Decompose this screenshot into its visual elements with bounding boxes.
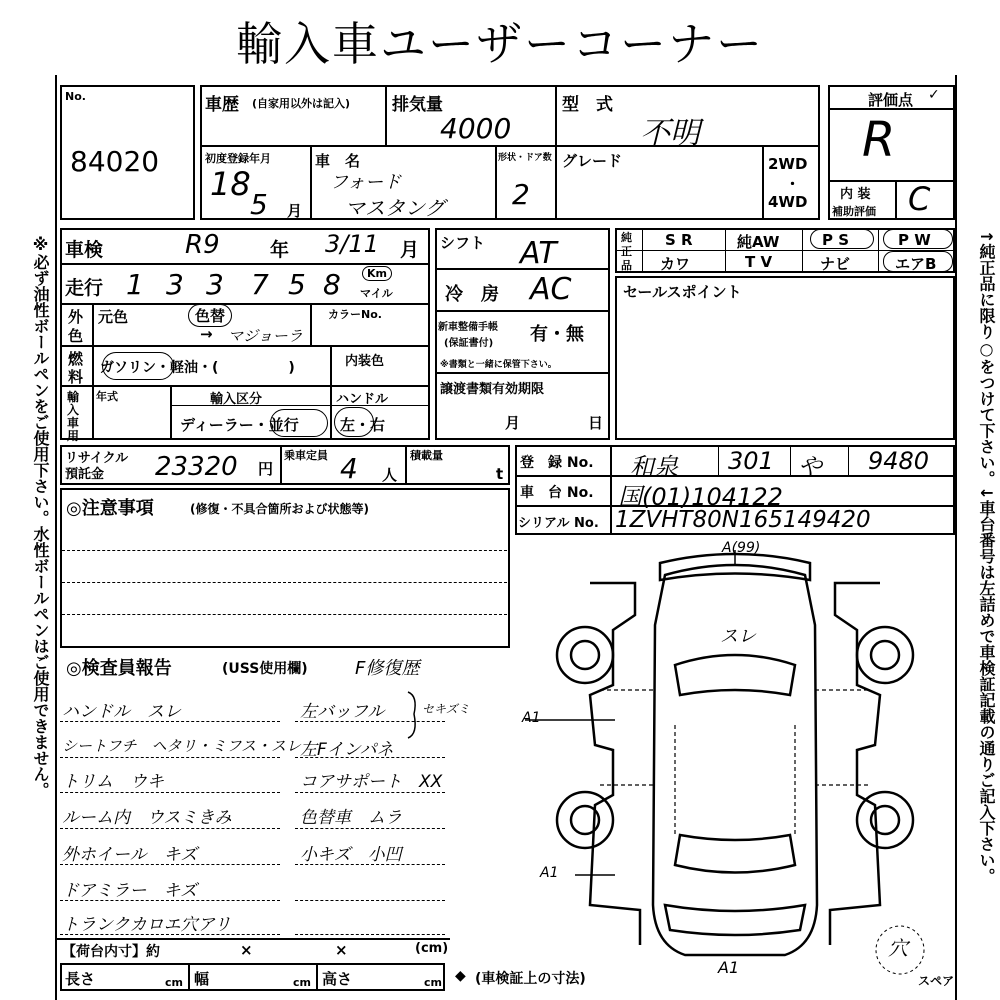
mileage-digit: 8: [323, 268, 341, 301]
report-label: ◎検査員報告: [66, 658, 172, 679]
mileage-unit-km: Km: [362, 266, 392, 281]
shaken-date: 3/11: [325, 230, 379, 258]
displacement-label: 排気量: [392, 95, 443, 115]
transfer-month: 月: [505, 414, 521, 432]
diagram-bottom-note: A1: [718, 958, 740, 977]
pure-label2: 正: [621, 245, 632, 258]
car-diagram: [515, 545, 955, 995]
import-year-label: 年式: [96, 390, 118, 403]
first-reg-year: 18: [210, 165, 251, 203]
cargo-shaken-note: (車検証上の寸法): [475, 971, 586, 987]
load-label: 積載量: [410, 449, 443, 462]
report-sub: (USS使用欄): [222, 661, 308, 677]
option-pw: P W: [898, 231, 931, 249]
doors-value: 2: [512, 178, 530, 211]
cargo-dimensions-row: [60, 963, 445, 991]
fuel-label2: 料: [68, 368, 84, 386]
mileage-digit: 5: [288, 268, 306, 301]
interior-score-label1: 内 装: [840, 187, 871, 202]
transfer-label: 譲渡書類有効期限: [440, 382, 545, 397]
shift-label: シフト: [440, 234, 486, 252]
drive-dot: ・: [785, 175, 801, 193]
fuel-circle: [102, 352, 174, 380]
report-right-item: 左Fインパネ: [300, 740, 394, 760]
pure-label1: 純: [621, 231, 632, 244]
frame-right: [955, 75, 957, 1000]
option-navi: ナビ: [820, 255, 851, 273]
diagram-center-note: スレ: [720, 626, 756, 647]
handle-value: 左・右: [340, 416, 386, 434]
fuel-value: ガソリン・軽油・( ): [100, 360, 295, 376]
capacity-unit: 人: [382, 466, 398, 484]
option-airbag: エアB: [895, 255, 937, 273]
score-value: R: [862, 112, 896, 168]
registration-v2: 301: [728, 447, 774, 475]
recycle-unit: 円: [258, 460, 274, 478]
capacity-label: 乗車定員: [284, 449, 328, 462]
shaken-year-unit: 年: [270, 239, 290, 261]
serial-value: 1ZVHT80N165149420: [615, 507, 871, 533]
cargo-label: 【荷台内寸】約: [62, 944, 160, 960]
no-label: No.: [65, 90, 86, 103]
transfer-day: 日: [588, 414, 604, 432]
maint-book-label1: 新車整備手帳: [438, 322, 498, 333]
shift-value: AT: [520, 236, 557, 271]
aircon-value: AC: [530, 272, 572, 307]
car-name-label: 車 名: [315, 152, 361, 170]
interior-color-label: 内装色: [345, 354, 385, 369]
no-box: [60, 85, 195, 220]
first-reg-month: 5: [250, 188, 268, 221]
import-label4: 用: [67, 429, 80, 443]
side-note-right: ↑純正品に限り○をつけて下さい。↓車台番号は左詰めで車検証記載の通りご記入下さい。: [977, 230, 996, 884]
interior-score-value: C: [908, 180, 931, 218]
diagram-spare-mark: 穴: [888, 936, 908, 960]
cargo-shaken-arrow: ◆: [455, 968, 466, 984]
page-title: 輸入車ユーザーコーナー: [236, 17, 764, 71]
capacity-value: 4: [340, 452, 358, 485]
import-label3: 車: [67, 416, 80, 430]
mileage-digit: 7: [251, 268, 269, 301]
mileage-digit: 3: [166, 268, 184, 301]
report-note: F修復歴: [355, 658, 420, 679]
notes-sub: (修復・不具合箇所および状態等): [190, 502, 369, 516]
shaken-label: 車検: [65, 239, 104, 261]
first-reg-label: 初度登録年月: [205, 152, 271, 165]
score-label: 評価点: [868, 91, 914, 109]
registration-label: 登 録 No.: [520, 455, 594, 471]
registration-v1: 和泉: [630, 453, 678, 481]
handle-label: ハンドル: [336, 392, 389, 407]
cargo-x2: ×: [335, 941, 348, 959]
mileage-unit-mile: マイル: [360, 287, 393, 300]
aircon-label: 冷 房: [445, 284, 499, 305]
option-pw-circle: [883, 229, 953, 249]
drive-4wd: 4WD: [768, 193, 808, 211]
brace-mark: [404, 690, 424, 740]
maint-book-value: 有・無: [530, 324, 584, 345]
report-left-item: ドアミラー キズ: [62, 881, 198, 901]
cargo-x1: ×: [240, 941, 253, 959]
import-label1: 輸: [67, 390, 80, 404]
import-label2: 入: [67, 403, 80, 417]
shaken-era: R9: [185, 230, 220, 260]
option-pure-aw: 純AW: [737, 233, 780, 251]
load-unit: t: [496, 465, 504, 483]
report-left-item: トリム ウキ: [62, 772, 164, 792]
option-sr: S R: [665, 231, 693, 249]
sales-point-box: [615, 276, 955, 440]
sales-point-label: セールスポイント: [623, 283, 742, 301]
report-left-item: ルーム内 ウスミきみ: [62, 808, 232, 828]
report-left-item: ハンドル スレ: [62, 702, 181, 722]
option-tv: T V: [745, 253, 773, 271]
chassis-label: 車 台 No.: [520, 485, 594, 501]
side-note-left: ※必ず油性ボールペンをご使用下さい。水性ボールペンはご使用できません。: [31, 235, 50, 798]
report-right-note: セキズミ: [422, 702, 470, 716]
maint-book-note: ※書類と一緒に保管下さい。: [440, 360, 557, 370]
model-type-label: 型 式: [562, 95, 613, 115]
cargo-cm: cm: [293, 976, 311, 989]
registration-v4: 9480: [868, 447, 930, 475]
diagram-top-note: A(99): [722, 540, 761, 556]
history-note: (自家用以外は記入): [252, 97, 351, 110]
recycle-label2: 預託金: [65, 467, 105, 482]
report-left-item: 外ホイール キズ: [62, 845, 198, 865]
car-name-value2: マスタング: [345, 196, 445, 220]
report-left-item: トランクカロエ穴アリ: [62, 915, 231, 935]
mileage-label: 走行: [65, 277, 104, 299]
notes-label: ◎注意事項: [66, 498, 154, 519]
mileage-digit: 1: [126, 268, 144, 301]
report-right-item: 小キズ 小凹: [300, 845, 402, 865]
interior-score-label2: 補助評価: [832, 205, 876, 218]
fuel-label1: 燃: [68, 350, 84, 368]
mileage-digit: 3: [206, 268, 224, 301]
diagram-left-note1: A1: [522, 710, 541, 726]
option-leather: カワ: [660, 255, 691, 273]
cargo-length: 長さ: [65, 970, 96, 988]
grade-label: グレード: [562, 152, 623, 170]
doors-label: 形状・ドア数: [498, 153, 552, 163]
frame-left: [55, 75, 57, 1000]
serial-label: シリアル No.: [518, 516, 599, 531]
recycle-label1: リサイクル: [65, 451, 129, 466]
diagram-left-note2: A1: [540, 865, 559, 881]
history-label: 車歴: [205, 95, 239, 115]
option-ps: P S: [822, 231, 850, 249]
option-ps-circle: [810, 229, 874, 249]
car-name-value1: フォード: [330, 172, 402, 193]
cargo-width: 幅: [194, 970, 210, 988]
model-type-value: 不明: [640, 116, 700, 151]
drive-2wd: 2WD: [768, 155, 808, 173]
exterior-arrow: →: [200, 325, 213, 343]
diagram-spare-label: スペア: [918, 974, 955, 988]
cargo-height: 高さ: [322, 970, 353, 988]
import-class-value: ディーラー・並行: [180, 416, 299, 434]
pure-label3: 品: [621, 259, 632, 272]
maint-book-label2: (保証書付): [444, 338, 494, 349]
handle-circle: [334, 407, 374, 437]
cargo-cm: cm: [424, 976, 442, 989]
score-check: ✓: [928, 87, 940, 103]
no-value: 84020: [70, 145, 160, 178]
cargo-cm: cm: [165, 976, 183, 989]
displacement-value: 4000: [440, 112, 512, 145]
option-airbag-circle: [883, 251, 953, 272]
mileage-digits: [118, 266, 358, 302]
exterior-label1: 外: [68, 308, 84, 326]
report-right-item: コアサポート XX: [300, 772, 443, 792]
exterior-repaint: 色替: [188, 304, 232, 327]
import-class-circle: [270, 409, 328, 437]
registration-v3: や: [798, 453, 822, 481]
exterior-new-color: マジョーラ: [228, 327, 303, 345]
cargo-unit: (cm): [415, 941, 449, 956]
report-right-item: 左バッフル: [300, 702, 385, 722]
report-left-item: シートフチ ヘタリ・ミフス・スレ: [62, 737, 301, 755]
first-reg-month-unit: 月: [287, 202, 303, 220]
import-class-label: 輸入区分: [210, 392, 263, 407]
shaken-month-unit: 月: [400, 239, 420, 261]
exterior-orig-color: 元色: [98, 308, 129, 326]
chassis-value: 国(01)104122: [618, 483, 783, 511]
exterior-label2: 色: [68, 327, 84, 345]
color-no-label: カラーNo.: [328, 308, 382, 321]
recycle-value: 23320: [155, 452, 238, 482]
report-right-item: 色替車 ムラ: [300, 808, 402, 828]
